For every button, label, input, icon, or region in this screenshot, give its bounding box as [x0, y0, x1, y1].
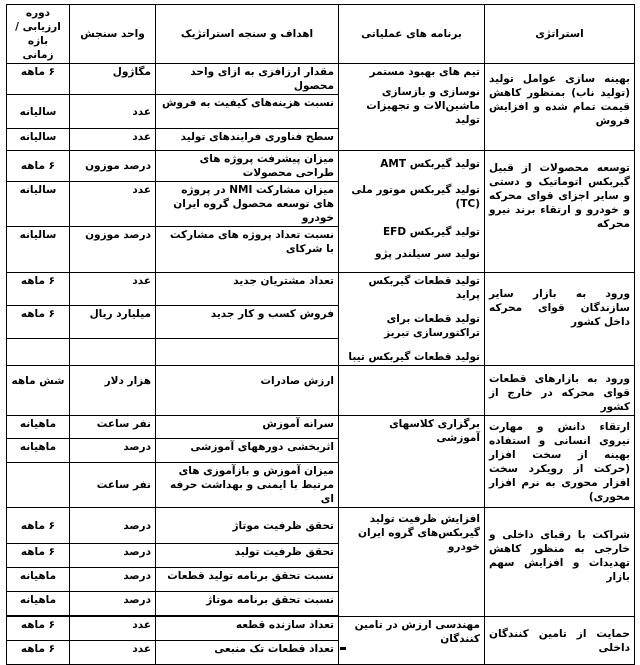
period-cell: ماهیانه [7, 439, 70, 463]
period-cell: سالیانه [7, 182, 70, 227]
program-item: تولید گیربکس EFD [382, 226, 480, 238]
program-item: تولید گیربکس موتور ملی (TC) [351, 184, 480, 210]
period-cell: ۶ ماهه [7, 544, 70, 568]
header-period: دوره ارزیابی / بازه زمانی [7, 5, 70, 64]
unit-cell: عدد [70, 129, 156, 151]
strategy-cell: ارتقاء دانش و مهارت نیروی انسانی و استفاده بهینه از سخت افزار (حرکت از رویکرد سخت افزار محوری به نرم افزار محوری) [485, 416, 635, 508]
program-item: افزایش ظرفیت تولید گیربکس‌های گروه ایران خودرو [358, 513, 480, 553]
period-cell: ۶ ماهه [7, 151, 70, 182]
program-item: تولید سر سیلندر پژو [375, 248, 480, 260]
period-cell: ۶ ماهه [7, 273, 70, 306]
table-row [7, 64, 635, 95]
goal-cell: تعداد مشتریان جدید [156, 273, 339, 306]
program-cell [339, 617, 485, 665]
period-cell: ماهیانه [7, 592, 70, 616]
strategy-cell: حمایت از تامین کنندگان داخلی [485, 617, 635, 665]
period-cell [7, 463, 70, 508]
program-cell [339, 64, 485, 151]
program-cell [339, 366, 485, 416]
table-row [7, 508, 635, 544]
period-cell: ۶ ماهه [7, 617, 70, 641]
program-item: تولید قطعات برای تراکتورسازی تبریز [384, 313, 480, 339]
table-row [7, 617, 635, 641]
program-item: تولید قطعات گیربکس پراید [368, 275, 480, 301]
header-programs: برنامه های عملیاتی [339, 5, 485, 64]
unit-cell: هزار دلار [70, 366, 156, 416]
program-item: برگزاری کلاسهای آموزشی [389, 418, 480, 444]
unit-cell: عدد [70, 641, 156, 665]
header-strategy: استراتژی [485, 5, 635, 64]
goal-cell: میزان آموزش و بازآموزی های مرتبط با ایمنی و بهداشت حرفه ای [156, 463, 339, 508]
period-cell [7, 338, 70, 365]
header-goals: اهداف و سنجه استراتژیک [156, 5, 339, 64]
goal-cell: میزان پیشرفت پروژه های طراحی محصولات [156, 151, 339, 182]
program-cell [339, 151, 485, 273]
goal-cell: نسبت تعداد پروژه های مشارکت با شرکای [156, 227, 339, 273]
period-cell: ماهیانه [7, 416, 70, 439]
unit-cell: عدد [70, 182, 156, 227]
table-row [7, 416, 635, 439]
program-cell [339, 508, 485, 617]
unit-cell: درصد [70, 508, 156, 544]
program-item: نوسازی و بازسازی ماشین‌الات و تجهیزات تولید [366, 86, 480, 126]
period-cell: شش ماهه [7, 366, 70, 416]
unit-cell: درصد موزون [70, 227, 156, 273]
table-row [7, 151, 635, 182]
goal-cell: تعداد سازنده قطعه [156, 617, 339, 641]
goal-cell: اثربخشی دورههای آموزشی [156, 439, 339, 463]
period-cell: ۶ ماهه [7, 64, 70, 95]
goal-cell: سرانه آموزش [156, 416, 339, 439]
unit-cell: نفر ساعت [70, 463, 156, 508]
program-cell [339, 273, 485, 366]
goal-cell: تحقق ظرفیت موتاژ [156, 508, 339, 544]
goal-cell: نسبت تحقق برنامه تولید قطعات [156, 568, 339, 592]
period-cell: سالیانه [7, 227, 70, 273]
header-unit: واحد سنجش [70, 5, 156, 64]
goal-cell: نسبت تحقق برنامه موتاژ [156, 592, 339, 616]
strategy-cell: ورود به بازارهای قطعات قوای محرکه در خارج از کشور [485, 366, 635, 416]
period-cell: ۶ ماهه [7, 305, 70, 338]
unit-cell: عدد [70, 273, 156, 306]
strategy-cell: بهینه سازی عوامل تولید (تولید ناب) بمنظور کاهش قیمت تمام شده و افزایش فروش [485, 64, 635, 151]
goal-cell: فروش کسب و کار جدید [156, 305, 339, 338]
strategy-cell: ورود به بازار سایر سازندگان قوای محرکه داخل کشور [485, 273, 635, 366]
goal-cell: ارزش صادرات [156, 366, 339, 416]
goal-cell: سطح فناوری فرایندهای تولید [156, 129, 339, 151]
unit-cell: عدد [70, 95, 156, 129]
period-cell: ماهیانه [7, 568, 70, 592]
goal-cell: تحقق ظرفیت تولید [156, 544, 339, 568]
period-cell: ۶ ماهه [7, 508, 70, 544]
unit-cell: درصد [70, 568, 156, 592]
unit-cell: مگاژول [70, 64, 156, 95]
goal-cell: مقدار ارزافزی به ازای واحد محصول [156, 64, 339, 95]
unit-cell: درصد [70, 439, 156, 463]
strategy-cell: توسعه محصولات از قبیل گیربکس اتوماتیک و دستی و سایر اجزای قوای محرکه و خودرو و ارتقاء برند نیرو محرکه [485, 151, 635, 273]
unit-cell: درصد موزون [70, 151, 156, 182]
program-cell [339, 416, 485, 508]
period-cell: سالیانه [7, 95, 70, 129]
period-cell: سالیانه [7, 129, 70, 151]
goal-cell: نسبت هزینه‌های کیفیت به فروش [156, 95, 339, 129]
goal-cell: میزان مشارکت NMI در پروژه های توسعه محصول گروه ایران خودرو [156, 182, 339, 227]
period-cell: ۶ ماهه [7, 641, 70, 665]
table-row [7, 273, 635, 306]
page-number-mark [340, 647, 346, 650]
unit-cell: درصد [70, 592, 156, 616]
strategy-table [6, 4, 635, 665]
strategy-cell: شراکت با رقبای داخلی و خارجی به منظور کاهش تهدیدات و افزایش سهم بازار [485, 508, 635, 617]
program-item: تولید گیربکس AMT [380, 158, 480, 170]
program-item: تولید قطعات گیربکس تیبا [348, 351, 480, 363]
program-item: تیم های بهبود مستمر [369, 66, 480, 78]
table-row [7, 366, 635, 416]
unit-cell: میلیارد ریال [70, 305, 156, 338]
unit-cell: عدد [70, 617, 156, 641]
unit-cell: نفر ساعت [70, 416, 156, 439]
unit-cell: درصد [70, 544, 156, 568]
header-row [7, 5, 635, 64]
goal-cell: تعداد قطعات تک منبعی [156, 641, 339, 665]
program-item: مهندسی ارزش در تامین کنندگان [354, 619, 480, 645]
goal-cell [156, 338, 339, 365]
unit-cell [70, 338, 156, 365]
